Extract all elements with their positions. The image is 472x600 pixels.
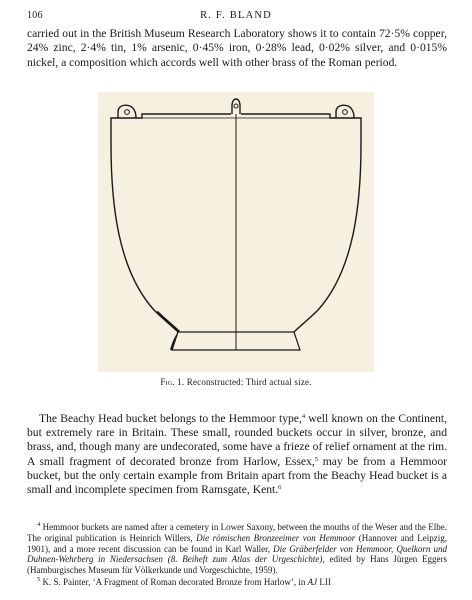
footnote-5-text-2: LII: [317, 576, 331, 587]
footnotes: [27, 522, 447, 589]
handle-lug-left-outer: [118, 105, 136, 118]
footnote-5-journal: AJ: [307, 576, 318, 587]
footnote-4-title-1: Die römischen Bronzeeimer von Hemmoor: [196, 532, 356, 543]
footnote-5-mark: 5: [37, 575, 41, 583]
figure-drawing: [98, 92, 374, 372]
bucket-outline-left: [111, 114, 231, 332]
wall-section-shading: [156, 311, 180, 332]
main-paragraph-text-1: The Beachy Head bucket belongs to the Hemmoor type,: [39, 412, 302, 425]
footnote-4-mark: 4: [37, 521, 41, 528]
footnote-4-text-3: , edited by Hans Jürgen Eggers (Hamburgisches Museum für Völkerkunde und Vorgeschichte, 1959).: [27, 554, 447, 576]
figure-label: Fig. 1.: [160, 377, 185, 387]
bucket-outline-right: [241, 114, 361, 332]
footnote-4-text-2: (Hannover and Leipzig, 1901), and a more recent discussion can be found in Karl Waller,: [27, 532, 448, 554]
footnote-4-title-2: Die Gräberfelder von Hemmoor, Quelkorn und Duhnen-Wehrberg in Niedersachsen (8. Beiheft zum Atlas der Urgeschichte): [27, 543, 447, 565]
footnote-ref-6[interactable]: 6: [278, 484, 282, 492]
footnote-4-text-1: Hemmoor buckets are named after a cemetery in Lower Saxony, between the mouths of the Weser and the Elbe. The original publication is Heinrich Willers,: [27, 522, 447, 543]
handle-lug-hole-left: [234, 104, 238, 108]
main-paragraph: [27, 412, 447, 497]
figure-caption: [0, 377, 472, 387]
footnote-5: [27, 577, 447, 588]
figure-caption-text: Reconstructed: Third actual size.: [186, 377, 312, 387]
handle-lug-hole-outer-left: [125, 110, 130, 115]
footnote-ref-5[interactable]: 5: [314, 455, 319, 463]
handle-lug-left: [232, 99, 240, 114]
running-head: R. F. BLAND: [200, 10, 272, 21]
foot-section-shading: [170, 332, 178, 350]
footnote-4: [27, 522, 447, 576]
handle-lug-right-outer: [336, 105, 354, 118]
main-paragraph-text-2: well known on the Continent, but extremely rare in Britain. These small, rounded buckets occur in silver, bronze, and brass, and, though many are undecorated, some have a frieze of relief ornament at the rim. A small fragment of decorated bronze from Harlow, Essex,: [27, 412, 447, 468]
main-paragraph-text-3: may be from a Hemmoor bucket, but the only certain example from Britain apart from the Beachy Head bucket is a small and incomplete specimen from Ramsgate, Kent.: [27, 454, 447, 497]
handle-lug-hole-outer-right: [343, 110, 348, 115]
footnote-5-text-1: K. S. Painter, ‘A Fragment of Roman decorated Bronze from Harlow’, in: [40, 576, 308, 587]
page-number: 106: [27, 10, 43, 21]
intro-paragraph: carried out in the British Museum Research Laboratory shows it to contain 72·5% copper, 24% zinc, 2·4% tin, 1% arsenic, 0·45% iron, 0·28% lead, 0·02% silver, and 0·015% nickel, a composition which accords well with other brass of the Roman period.: [27, 27, 447, 69]
footnote-ref-4[interactable]: 4: [301, 413, 306, 420]
bucket-illustration: [98, 92, 374, 372]
